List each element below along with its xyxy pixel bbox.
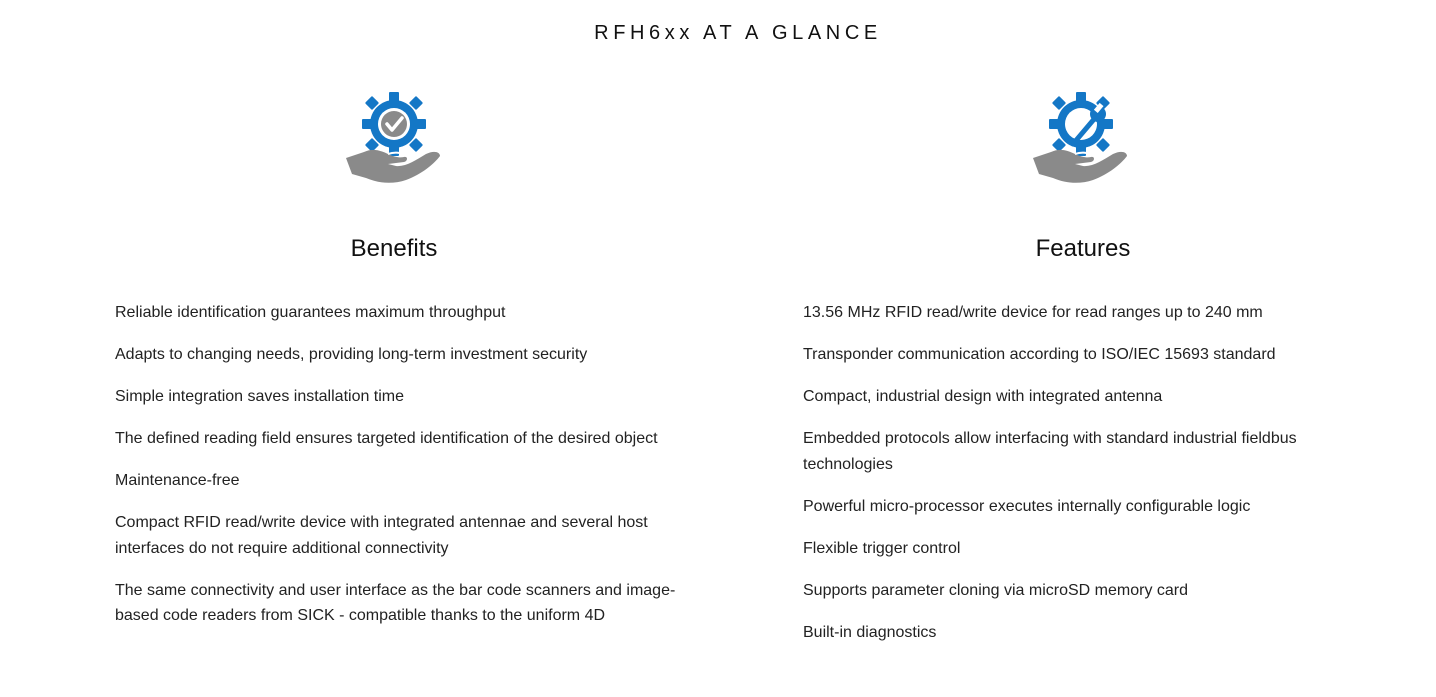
benefits-list xyxy=(115,300,685,645)
list-item: Embedded protocols allow interfacing with standard industrial fieldbus technologies xyxy=(803,430,1297,473)
features-heading: Features xyxy=(1035,235,1131,262)
list-item: Reliable identification guarantees maximum throughput xyxy=(115,304,506,321)
list-item: Compact, industrial design with integrated antenna xyxy=(803,388,1163,405)
gear-check-hand-icon xyxy=(344,88,444,188)
list-item: 13.56 MHz RFID read/write device for read ranges up to 240 mm xyxy=(803,304,1263,321)
list-item: Powerful micro-processor executes internally configurable logic xyxy=(803,497,1251,515)
list-item: Built-in diagnostics xyxy=(803,623,937,641)
list-item: Flexible trigger control xyxy=(803,539,961,557)
list-item: Supports parameter cloning via microSD memory card xyxy=(803,581,1189,599)
section-title: RFH6xx AT A GLANCE xyxy=(594,22,882,44)
list-item: The same connectivity and user interface as the bar code scanners and image-based code readers from SICK - compatible thanks to the uniform 4D xyxy=(115,581,676,624)
benefits-heading: Benefits xyxy=(350,235,438,262)
list-item: Compact RFID read/write device with integrated antennae and several host interfaces do not require additional connectivity xyxy=(115,514,648,557)
list-item: Simple integration saves installation time xyxy=(115,388,405,405)
gear-wrench-hand-icon xyxy=(1031,88,1131,188)
features-list xyxy=(803,300,1373,662)
list-item: Transponder communication according to ISO/IEC 15693 standard xyxy=(803,346,1276,363)
list-item: Maintenance-free xyxy=(115,472,240,489)
list-item: Adapts to changing needs, providing long-term investment security xyxy=(115,346,588,363)
list-item: The defined reading field ensures targeted identification of the desired object xyxy=(115,430,658,447)
